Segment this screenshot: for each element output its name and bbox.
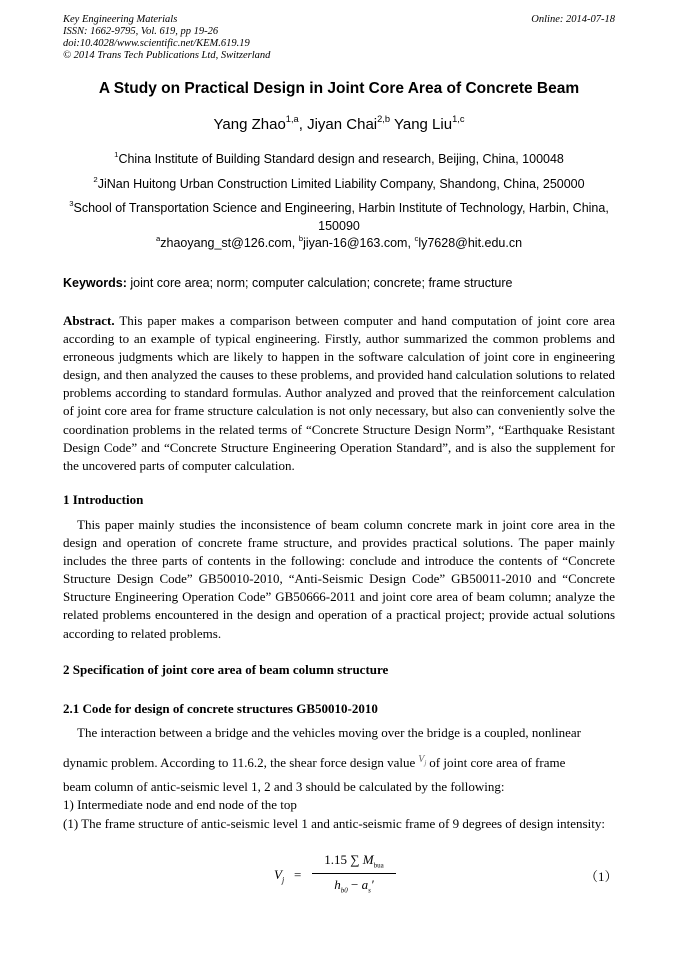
author-name: Yang Zhao (213, 116, 286, 133)
shear-force-symbol: Vj (418, 754, 427, 767)
author-list: Yang Zhao$^{1,a}$, Jiyan Chai$^{2,b}$ Yang Liu$^{1,c}$ (213, 114, 465, 133)
doi-link[interactable]: doi:10.4028/www.scientific.net/KEM.619.19 (63, 38, 250, 49)
affiliation-2: $^2$JiNan Huitong Urban Construction Limited Liability Company, Shandong, China, 250000 (93, 175, 585, 191)
abstract (63, 312, 615, 475)
journal-header (63, 14, 615, 62)
author-affiliation-mark: 1,a (285, 114, 299, 125)
keywords-label: Keywords: (63, 276, 127, 290)
body-line: The interaction between a bridge and the vehicles moving over the bridge is a coupled, nonlinear (77, 725, 581, 740)
fraction-bar (312, 873, 396, 874)
author-affiliation-mark: 2,b (377, 114, 391, 125)
equation-denominator: $h_{b0} - a_s'$ (334, 877, 374, 895)
body-line: beam column of antic-seismic level 1, 2 and 3 should be calculated by the following: (63, 779, 505, 794)
section-heading-introduction: 1 Introduction (63, 492, 144, 507)
paper-title: A Study on Practical Design in Joint Core Area of Concrete Beam (98, 80, 580, 97)
journal-name: Key Engineering Materials (63, 14, 178, 25)
issn-info: ISSN: 1662-9795, Vol. 619, pp 19-26 (63, 26, 219, 37)
keywords (63, 274, 615, 292)
introduction-paragraph: This paper mainly studies the inconsistence of beam column concrete mark in joint core area in the design and operation of concrete frame structure, and provides practical solutions. The paper mainly includes the three parts of contents in the following: conclude and introduce the contents of “Concrete Structure Design Code” GB50010-2010, “Anti-Seismic Design Code” GB50011-2010 and “Concrete Structure Engineering Operation Code” GB50666-2011 and joint core area of beam column; analyze the related problems encountered in the design and operation of a practical project; provide actual solutions according to related problems. (63, 517, 615, 641)
affiliation-1: $^1$China Institute of Building Standard design and research, Beijing, China, 100048 (114, 150, 564, 166)
email-list: $^a$zhaoyang_st@126.com, $^b$jiyan-16@163.com, $^c$ly7628@hit.edu.cn (155, 234, 523, 250)
abstract-label: Abstract. (63, 313, 115, 328)
body-line-with-symbol: dynamic problem. According to 11.6.2, the shear force design value $^{V_j}$ of joint core area of frame (63, 754, 566, 770)
list-item: 1) Intermediate node and end node of the top (63, 797, 297, 812)
subsection-heading-code: 2.1 Code for design of concrete structures GB50010-2010 (63, 701, 378, 716)
affiliation-3: $^3$School of Transportation Science and Engineering, Harbin Institute of Technology, Harbin, China, 150090 (69, 199, 609, 233)
author-name: Yang Liu (393, 116, 453, 133)
equation-numerator: 1.15 ∑ $M_{bua}$ (324, 852, 384, 870)
email-link[interactable]: zhaoyang_st@126.com, (160, 236, 296, 250)
equation-number: （1） (585, 869, 618, 884)
list-item: (1) The frame structure of antic-seismic level 1 and antic-seismic frame of 9 degrees of design intensity: (63, 816, 605, 831)
equation-lhs: $V_j$ (274, 867, 285, 885)
equation-shear-force (270, 852, 400, 900)
author-affiliation-mark: 1,c (452, 114, 465, 125)
abstract-text: This paper makes a comparison between computer and hand computation of joint core area according to an example of typical engineering. Firstly, author summarized the common problems and erroneous judgments which are likely to happen in the software calculation of joint core in engineering design, and then analyzed the causes to these problems, and provided hand calculation solutions to related problems according to standard formulas. Author analyzed and proved that the reinforcement calculation of joint core area for frame structure calculation is not only necessary, but also can conveniently solve the coordination problems in the related terms of “Concrete Structure Design Norm”, “Earthquake Resistant Design Code” and “Concrete Structure Engineering Operation Standard”, and is also the supplement for the uncovered parts of computer calculation. (63, 313, 615, 473)
author-name: Jiyan Chai (307, 116, 378, 133)
equation-equals: = (294, 867, 302, 882)
section-heading-specification: 2 Specification of joint core area of beam column structure (63, 662, 389, 677)
copyright-notice: © 2014 Trans Tech Publications Ltd, Switzerland (63, 50, 271, 61)
email-link[interactable]: ly7628@hit.edu.cn (418, 236, 523, 250)
online-date: Online: 2014-07-18 (531, 14, 615, 25)
email-link[interactable]: jiyan-16@163.com, (303, 236, 411, 250)
keywords-text: joint core area; norm; computer calculation; concrete; frame structure (126, 276, 513, 290)
